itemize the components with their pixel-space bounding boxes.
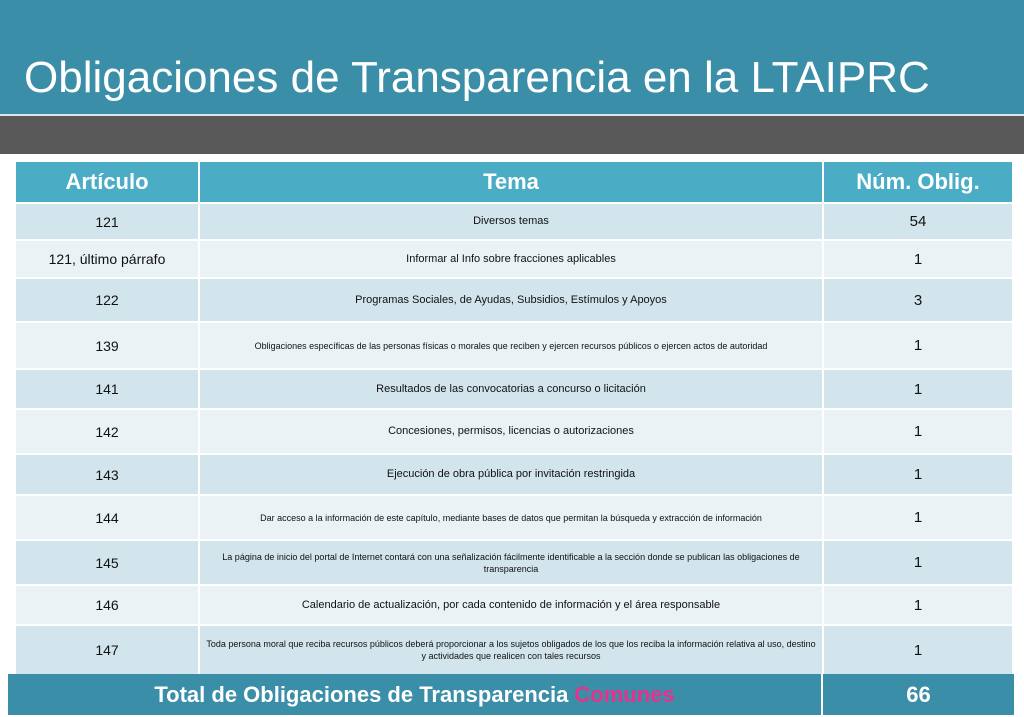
page-title: Obligaciones de Transparencia en la LTAIPRC [24,53,930,102]
articulo-cell: 147 [15,625,199,675]
tema-cell: La página de inicio del portal de Internet contará con una señalización fácilmente identificable a la sección donde se publican las obligaciones de transparencia [199,540,823,585]
tema-cell: Resultados de las convocatorias a concurso o licitación [199,369,823,409]
num-cell: 54 [823,203,1013,240]
articulo-cell: 145 [15,540,199,585]
tema-cell: Diversos temas [199,203,823,240]
total-value: 66 [906,681,931,707]
table-row [15,240,1013,278]
num-cell: 1 [823,409,1013,454]
num-cell: 3 [823,278,1013,322]
tema-cell: Toda persona moral que reciba recursos públicos deberá proporcionar a los sujetos obligados de los que los reciba la información relativa al uso, destino y actividades que realicen con tales recursos [199,625,823,675]
tema-cell: Informar al Info sobre fracciones aplicables [199,240,823,278]
column-header-tema: Tema [199,161,823,203]
table-row [15,625,1013,675]
articulo-cell: 142 [15,409,199,454]
total-label: Total de Obligaciones de Transparencia [154,681,569,707]
num-cell: 1 [823,240,1013,278]
articulo-cell: 146 [15,585,199,625]
num-cell: 1 [823,495,1013,540]
articulo-cell: 141 [15,369,199,409]
num-cell: 1 [823,540,1013,585]
articulo-cell: 139 [15,322,199,369]
tema-cell: Obligaciones específicas de las personas físicas o morales que reciben y ejercen recursos públicos o ejercen actos de autoridad [199,322,823,369]
column-header-num-oblig: Núm. Oblig. [823,161,1013,203]
column-header-articulo: Artículo [15,161,199,203]
table-row [15,454,1013,495]
table-row [15,540,1013,585]
tema-cell: Ejecución de obra pública por invitación restringida [199,454,823,495]
tema-cell: Dar acceso a la información de este capítulo, mediante bases de datos que permitan la búsqueda y extracción de información [199,495,823,540]
obligations-table [14,160,1014,676]
num-cell: 1 [823,322,1013,369]
table-row [15,278,1013,322]
num-cell: 1 [823,369,1013,409]
total-label-cell [8,674,823,715]
num-cell: 1 [823,625,1013,675]
table-row [15,585,1013,625]
table-row [15,203,1013,240]
table-row [15,369,1013,409]
articulo-cell: 121, último párrafo [15,240,199,278]
num-cell: 1 [823,585,1013,625]
gray-band [0,116,1024,154]
tema-cell: Programas Sociales, de Ayudas, Subsidios, Estímulos y Apoyos [199,278,823,322]
articulo-cell: 121 [15,203,199,240]
total-row [8,674,1014,715]
articulo-cell: 122 [15,278,199,322]
total-label-highlight: Comunes [574,681,675,707]
tema-cell: Calendario de actualización, por cada contenido de información y el área responsable [199,585,823,625]
table-row [15,409,1013,454]
articulo-cell: 143 [15,454,199,495]
table-row [15,495,1013,540]
num-cell: 1 [823,454,1013,495]
table-row [15,322,1013,369]
tema-cell: Concesiones, permisos, licencias o autorizaciones [199,409,823,454]
articulo-cell: 144 [15,495,199,540]
table-header-row [15,161,1013,203]
